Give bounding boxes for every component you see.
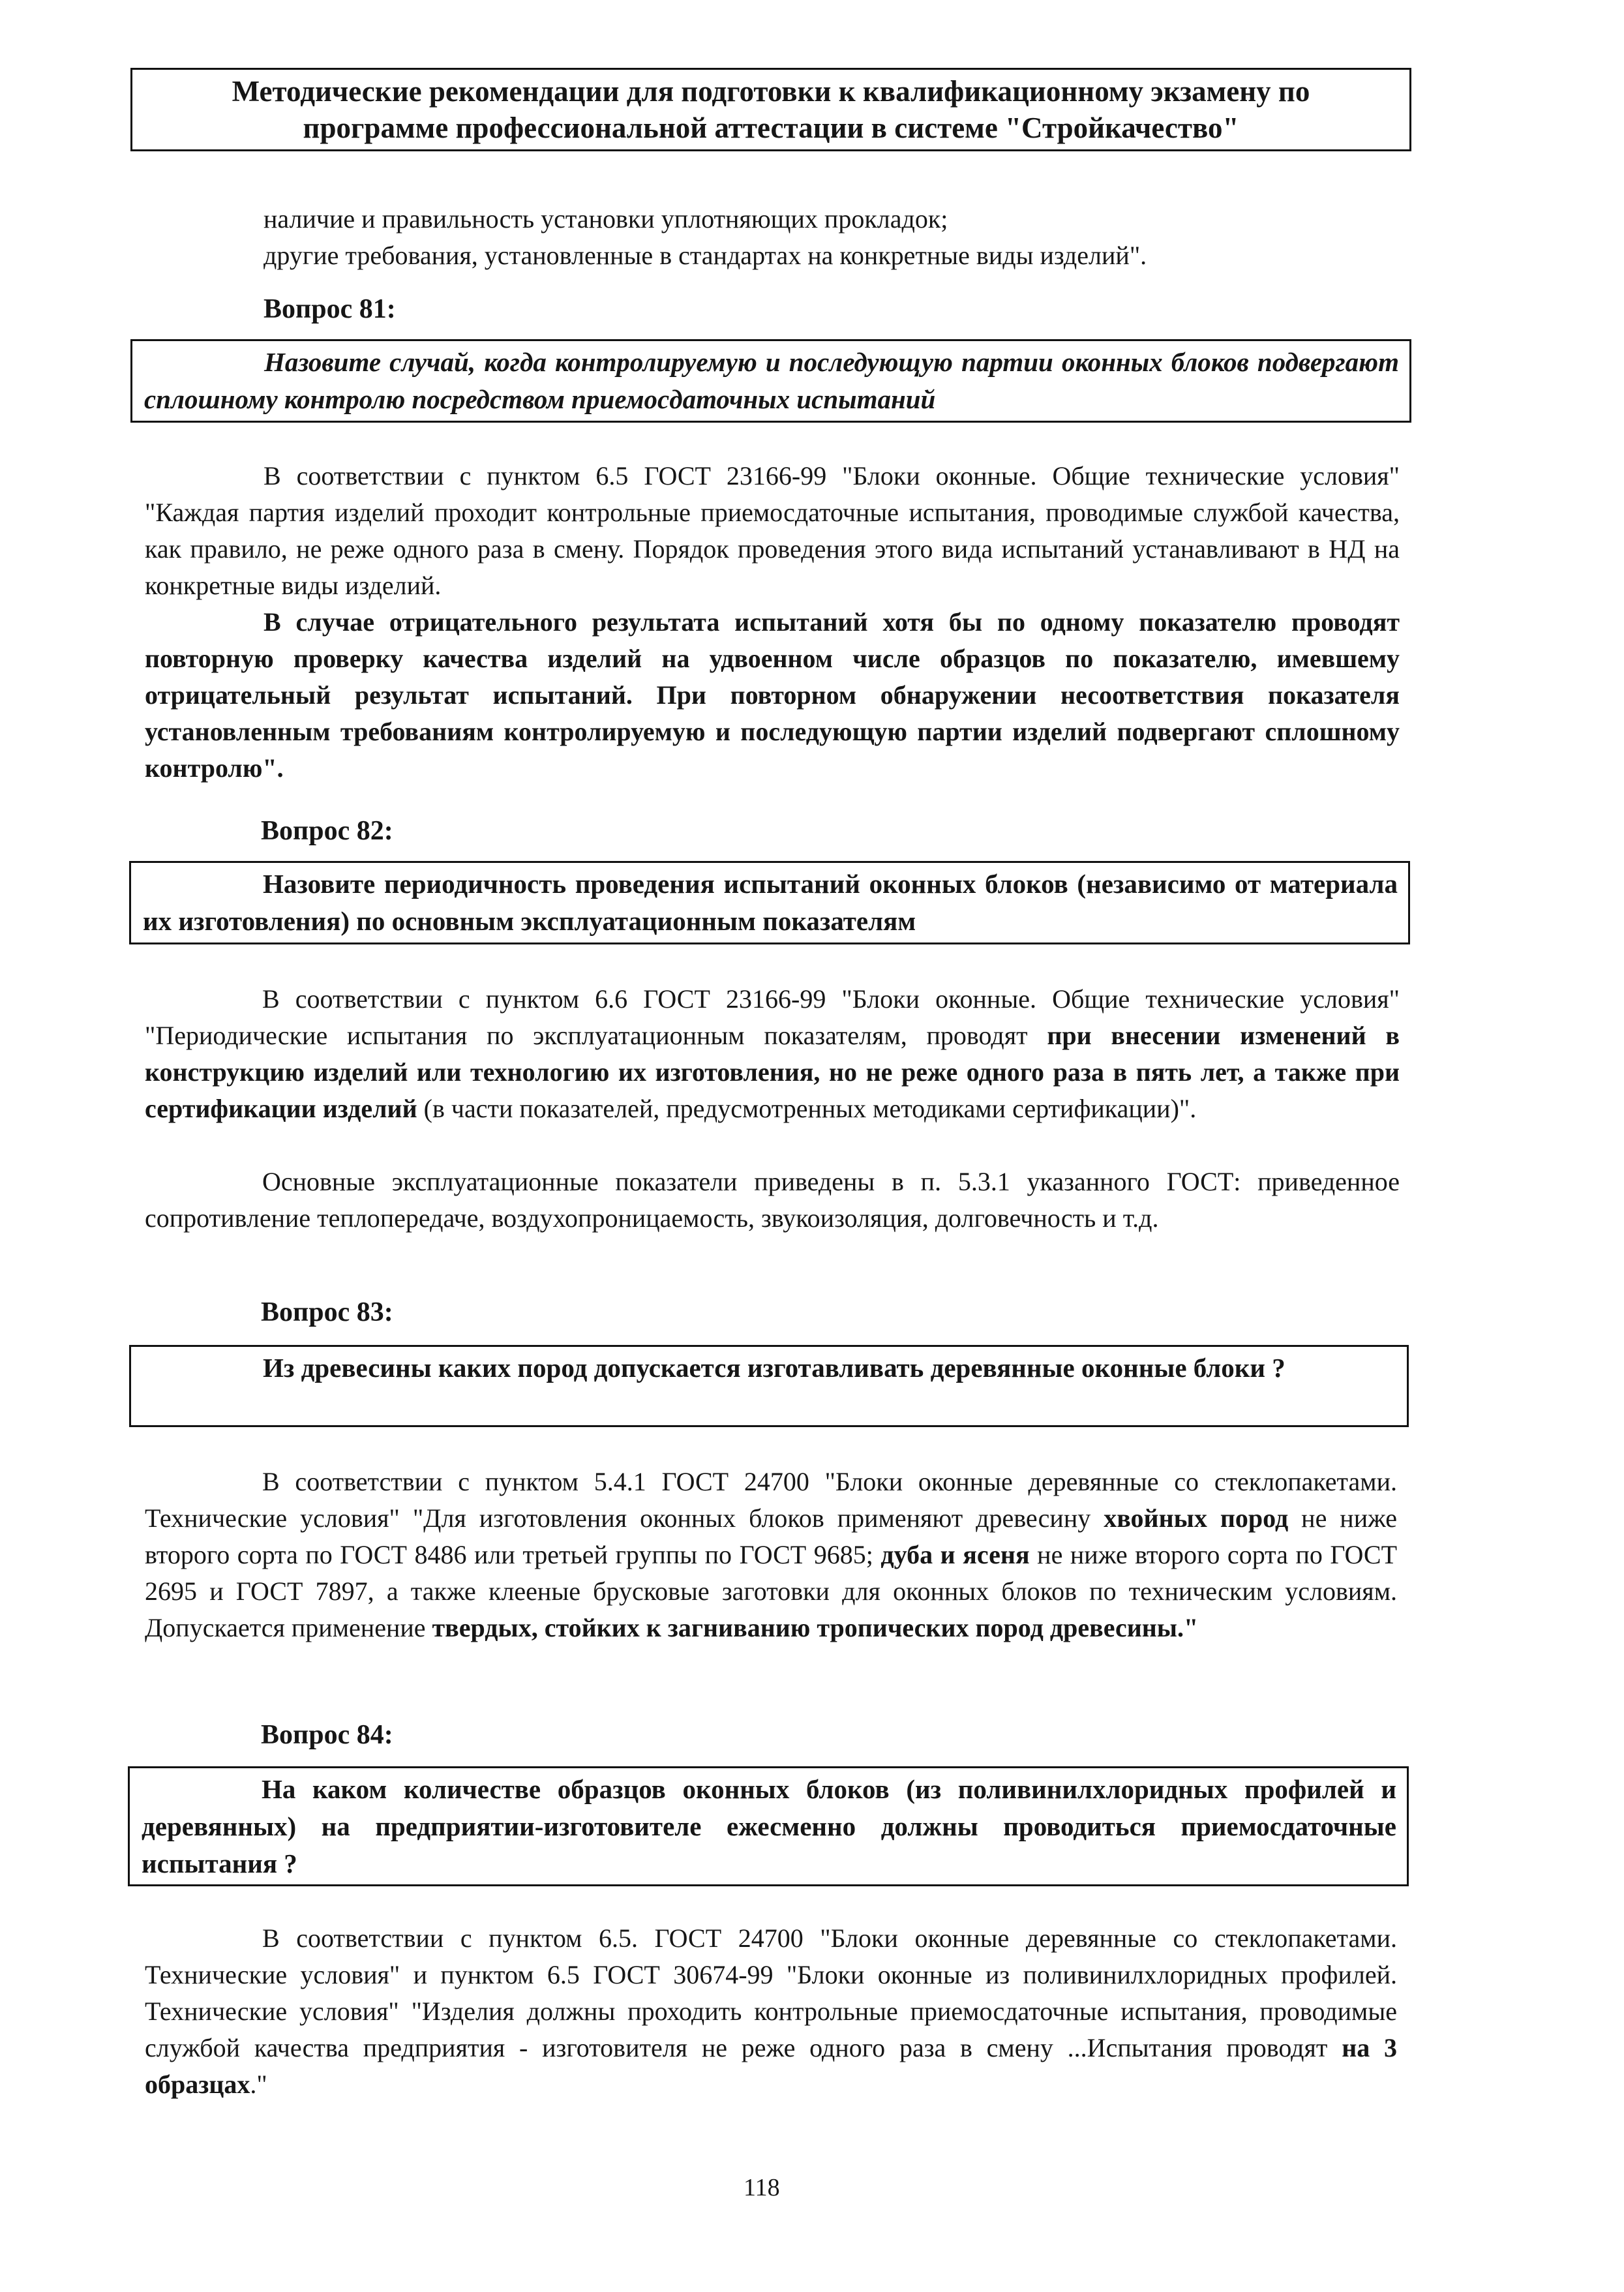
question-83-box: Из древесины каких пород допускается изготавливать деревянные оконные блоки ?	[129, 1345, 1409, 1427]
question-82-answer-emphasis: при внесении изменений в конструкцию изделий или технологию их изготовления, но не реже одного раза в пять лет, а также при сертификации изделий	[145, 1021, 1400, 1123]
question-83-answer-paragraph	[145, 1464, 1397, 1646]
question-84-answer-text-a: В соответствии с пунктом 6.5. ГОСТ 24700 "Блоки оконные деревянные со стеклопакетами. Технические условия" и пунктом 6.5 ГОСТ 30674-99 "Блоки оконные из поливинилхлоридных профилей. Технические условия" "Изделия должны проходить контрольные приемосдаточные испытания, проводимые службой качества предприятия - изготовителя не реже одного раза в смену ...Испытания проводят	[145, 1923, 1397, 2062]
question-84-answer-text-c: ."	[250, 2070, 267, 2099]
question-84-label: Вопрос 84:	[261, 1720, 393, 1750]
question-84-answer-emphasis: на 3 образцах	[145, 2033, 1398, 2099]
header-line-1: Методические рекомендации для подготовки к квалификационному экзамену по	[232, 75, 1310, 108]
question-82-answer-paragraph-2: Основные эксплуатационные показатели приведены в п. 5.3.1 указанного ГОСТ: приведенное сопротивление теплопередаче, воздухопроницаемость, звукоизоляция, долговечность и т.д.	[145, 1167, 1400, 1233]
page-number: 118	[744, 2174, 780, 2201]
question-83-answer-emphasis-2: дуба и ясеня	[880, 1540, 1030, 1569]
question-82-answer-text-c: (в части показателей, предусмотренных методиками сертификации)".	[417, 1094, 1197, 1123]
question-83-answer-text-a: В соответствии с пунктом 5.4.1 ГОСТ 24700 "Блоки оконные деревянные со стеклопакетами. Технические условия" "Для изготовления оконных блоков применяют древесину	[145, 1467, 1397, 1533]
intro-line-1: наличие и правильность установки уплотняющих прокладок;	[263, 204, 948, 234]
question-81-answer-paragraph-1: В соответствии с пунктом 6.5 ГОСТ 23166-99 "Блоки оконные. Общие технические условия" "Каждая партия изделий проходит контрольные приемосдаточные испытания, проводимые службой качества, как правило, не реже одного раза в смену. Порядок проведения этого вида испытаний устанавливают в НД на конкретные виды изделий.	[145, 461, 1400, 600]
question-83-answer-emphasis-1: хвойных пород	[1104, 1503, 1289, 1533]
question-82-box: Назовите периодичность проведения испытаний оконных блоков (независимо от материала их изготовления) по основным эксплуатационным показателям	[129, 861, 1410, 944]
question-83-answer-text-b: не ниже второго сорта по ГОСТ 8486 или третьей группы по ГОСТ 9685;	[145, 1503, 1397, 1569]
question-81-box: Назовите случай, когда контролируемую и последующую партии оконных блоков подвергают сплошному контролю посредством приемосдаточных испытаний	[130, 339, 1411, 423]
question-84-answer-paragraph	[145, 1920, 1397, 2103]
intro-line-2: другие требования, установленные в стандартах на конкретные виды изделий".	[263, 241, 1147, 270]
question-83-label: Вопрос 83:	[261, 1297, 393, 1327]
question-82-answer-paragraph-1	[145, 981, 1400, 1127]
question-82-label: Вопрос 82:	[261, 816, 393, 846]
question-82-answer-text-a: В соответствии с пунктом 6.6 ГОСТ 23166-99 "Блоки оконные. Общие технические условия" "Периодические испытания по эксплуатационным показателям, проводят	[145, 984, 1400, 1050]
header-line-2: программе профессиональной аттестации в системе "Стройкачество"	[303, 112, 1239, 144]
question-81-answer-paragraph-2: В случае отрицательного результата испытаний хотя бы по одному показателю проводят повторную проверку качества изделий на удвоенном числе образцов по показателю, имевшему отрицательный результат испытаний. При повторном обнаружении несоответствия показателя установленным требованиям контролируемую и последующую партии изделий подвергают сплошному контролю".	[145, 607, 1400, 783]
question-83-answer-emphasis-3: твердых, стойких к загниванию тропических пород древесины."	[432, 1613, 1199, 1642]
question-83-answer-text-c: не ниже второго сорта по ГОСТ 2695 и ГОСТ 7897, а также клееные брусковые заготовки для оконных блоков по техническим условиям. Допускается применение	[145, 1540, 1398, 1642]
document-header	[130, 68, 1411, 151]
question-84-box: На каком количестве образцов оконных блоков (из поливинилхлоридных профилей и деревянных) на предприятии-изготовителе ежесменно должны проводиться приемосдаточные испытания ?	[128, 1766, 1409, 1886]
question-81-label: Вопрос 81:	[263, 294, 396, 324]
